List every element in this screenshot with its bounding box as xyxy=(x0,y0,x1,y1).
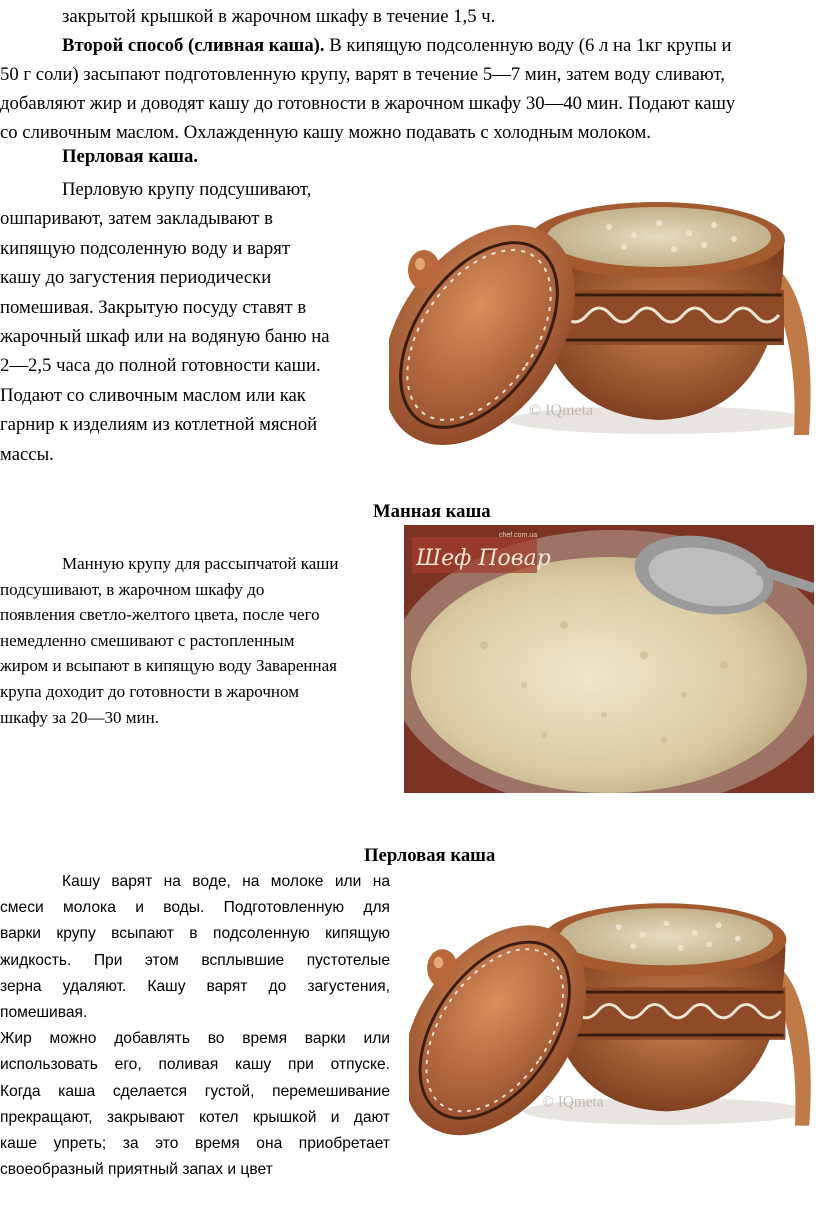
second-method-label: Второй способ (сливная каша). xyxy=(62,35,325,56)
section2-line: немедленно смешивают с растопленным xyxy=(0,630,295,650)
section3-line: жидкость. При этом всплывшие пустотелые xyxy=(0,951,390,969)
section2-line: шкафу за 20—30 мин. xyxy=(0,707,159,727)
section1-line: помешивая. Закрытую посуду ставят в xyxy=(0,296,307,318)
section3-line: Жир можно добавлять во время варки или xyxy=(0,1030,390,1048)
section2-line: появления светло-желтого цвета, после чего xyxy=(0,605,320,625)
section1-line: гарнир к изделиям из котлетной мясной xyxy=(0,414,318,436)
section2-line: жиром и всыпают в кипящую воду Заваренная xyxy=(0,656,337,676)
section1-line: кипящую подсоленную воду и варят xyxy=(0,237,291,259)
section1-line: 2—2,5 часа до полной готовности каши. xyxy=(0,355,321,377)
section3-line: Кашу варят на воде, на молоке или на xyxy=(62,873,390,890)
second-method-text-3: добавляют жир и доводят кашу до готовности в жарочном шкафу 30—40 мин. Подают кашу xyxy=(0,93,736,114)
section1-title: Перловая каша. xyxy=(62,146,198,167)
section2-title: Манная каша xyxy=(373,501,491,522)
section3-line: зерна удаляют. Кашу варят до загустения, xyxy=(0,977,390,995)
section3-line: смеси молока и воды. Подготовленную для xyxy=(0,899,390,917)
semolina-dish-photo xyxy=(404,525,814,793)
second-method-text-2: 50 г соли) засыпают подготовленную крупу, варят в течение 5—7 мин, затем воду сливают, xyxy=(0,64,725,85)
section3-text xyxy=(0,869,390,1183)
section1-line: Подают со сливочным маслом или как xyxy=(0,384,306,406)
section3-line: своеобразный приятный запах и цвет xyxy=(0,1161,273,1179)
section2-text xyxy=(0,551,400,730)
clay-pot-photo-1 xyxy=(389,165,814,450)
section1-line: Перловую крупу подсушивают, xyxy=(62,179,312,200)
second-method-line xyxy=(62,31,731,60)
section2-line: крупа доходит до готовности в жарочном xyxy=(0,681,299,701)
chef-logo-small: chef.com.ua xyxy=(499,532,538,539)
section3-line: прекращают, закрывают котел крышкой и дают xyxy=(0,1108,390,1126)
section2-line: Манную крупу для рассыпчатой каши xyxy=(62,554,339,573)
intro-line-1: закрытой крышкой в жарочном шкафу в течение 1,5 ч. xyxy=(62,6,496,27)
section1-line: жарочный шкаф или на водяную баню на xyxy=(0,326,330,348)
section2-line: подсушивают, в жарочном шкафу до xyxy=(0,579,265,599)
watermark-2: © IQmeta xyxy=(542,1093,604,1111)
section3-line: Когда каша сделается густой, перемешивание xyxy=(0,1082,390,1100)
section3-title: Перловая каша xyxy=(364,845,496,866)
section1-line: массы. xyxy=(0,443,54,465)
section1-line: ошпаривают, затем закладывают в xyxy=(0,208,273,230)
watermark-1: © IQmeta xyxy=(529,402,594,419)
section1-line: кашу до загустения периодически xyxy=(0,267,272,289)
chef-logo: Шеф Повар xyxy=(416,546,551,571)
section3-line: использовать его, поливая кашу при отпуске. xyxy=(0,1056,390,1074)
section3-line: варки крупу всыпают в подсоленную кипящую xyxy=(0,925,390,943)
section3-line: помешивая. xyxy=(0,1004,88,1022)
clay-pot-photo-2 xyxy=(409,868,814,1140)
section1-text xyxy=(0,175,385,469)
section3-line: каше упреть; за это время она приобретает xyxy=(0,1135,390,1153)
second-method-text-1: В кипящую подсоленную воду (6 л на 1кг крупы и xyxy=(329,35,732,56)
second-method-text-4: со сливочным маслом. Охлажденную кашу можно подавать с холодным молоком. xyxy=(0,122,651,143)
